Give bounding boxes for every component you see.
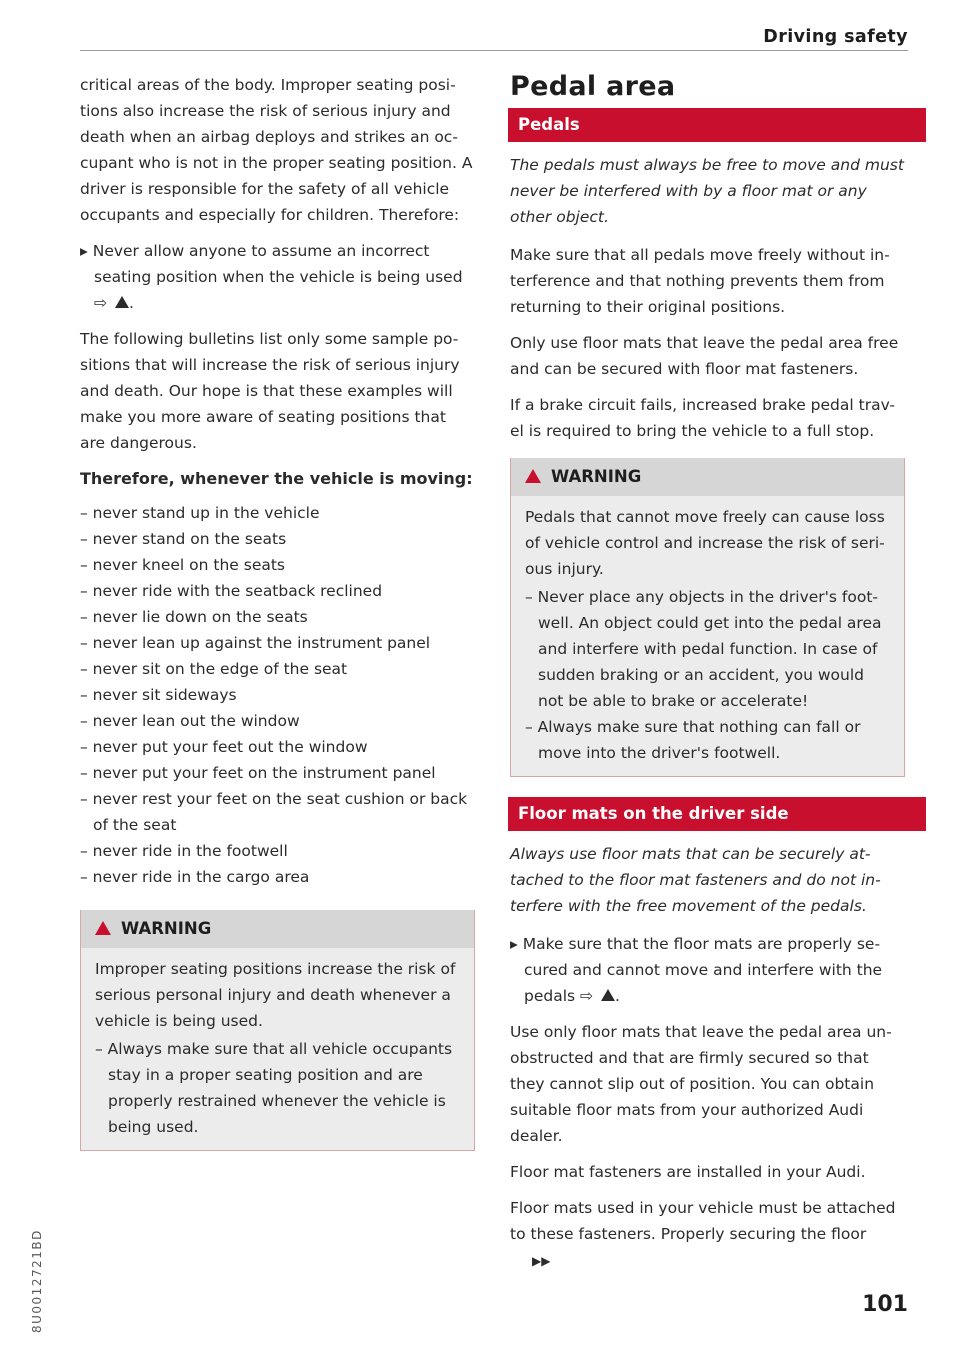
header-rule [80,50,908,51]
warning-text: Pedals that cannot move freely can cause loss of vehicle control and increase the risk of seri-ous injury. [525,508,885,578]
floor-mats-paragraph-1: Use only floor mats that leave the pedal area un-obstructed and that are firmly secured so that they cannot slip out of position. You can obtain suitable floor mats from your authorized Audi dealer. [510,1023,892,1145]
pedals-heading: Pedals [508,108,926,142]
warning-body [81,948,474,1150]
left-bullet-text: Never allow anyone to assume an incorrect seating position when the vehicle is being used [92,242,463,286]
warning-list [525,584,890,766]
list-item: – never sit sideways [80,686,237,704]
list-item: – never ride with the seatback reclined [80,582,383,600]
list-item: – never sit on the edge of the seat [80,660,348,678]
warning-title: WARNING [551,467,642,486]
list-item: – never stand up in the vehicle [80,504,320,522]
list-item: – never put your feet on the instrument panel [80,764,436,782]
warning-list-item: – Always make sure that nothing can fall or move into the driver's footwell. [525,718,861,762]
never-list [80,500,475,890]
pedals-paragraph-1: Make sure that all pedals move freely without in-terference and that nothing prevents them from returning to their original positions. [510,246,890,316]
left-paragraph-1: critical areas of the body. Improper seating posi-tions also increase the risk of serious injury and death when an airbag deploys and strikes an oc-cupant who is not in the proper seating position. A driver is responsible for the safety of all vehicle occupants and especially for children. Therefore: [80,76,473,224]
section-header: Driving safety [763,27,908,47]
moving-subheading: Therefore, whenever the vehicle is moving: [80,469,473,488]
list-item: – never lean out the window [80,712,300,730]
list-item: – never ride in the cargo area [80,868,310,886]
warning-reference-icon[interactable] [601,989,615,1001]
list-item: – never ride in the footwell [80,842,288,860]
warning-heading [511,458,904,496]
continue-arrow-icon[interactable]: ▶▶ [532,1254,551,1268]
list-item: – never lean up against the instrument panel [80,634,431,652]
floor-mats-intro: Always use floor mats that can be securely at-tached to the floor mat fasteners and do not in-terfere with the free movement of the pedals. [510,845,881,915]
warning-text: Improper seating positions increase the risk of serious personal injury and death whenever a vehicle is being used. [95,960,456,1030]
reference-arrow-icon: ⇨ [580,987,594,1005]
left-column [80,72,475,1151]
warning-list [95,1036,460,1140]
warning-reference-icon[interactable] [115,296,129,308]
list-item: – never stand on the seats [80,530,287,548]
list-item: – never rest your feet on the seat cushion or back of the seat [80,790,468,834]
warning-heading [81,910,474,948]
warning-title: WARNING [121,919,212,938]
right-column [510,72,905,1284]
pedals-paragraph-2: Only use floor mats that leave the pedal area free and can be secured with floor mat fasteners. [510,334,899,378]
document-code: 8U0012721BD [30,1229,44,1333]
seating-warning-box [80,910,475,1151]
list-item: – never lie down on the seats [80,608,308,626]
pedals-paragraph-3: If a brake circuit fails, increased brake pedal trav-el is required to bring the vehicle to a full stop. [510,396,895,440]
warning-list-item: – Never place any objects in the driver's foot-well. An object could get into the pedal area and interfere with pedal function. In case of sudden braking or an accident, you would not be able to brake or accelerate! [525,588,882,710]
list-item: – never kneel on the seats [80,556,286,574]
page-title: Pedal area [510,71,676,102]
bullet-arrow-icon: ▸ [80,242,93,260]
left-paragraph-2: The following bulletins list only some sample po-sitions that will increase the risk of serious injury and death. Our hope is that these examples will make you more aware of seating positions that are dangerous. [80,330,460,452]
pedals-intro: The pedals must always be free to move and must never be interfered with by a floor mat or any other object. [510,156,904,226]
warning-triangle-icon [95,921,111,935]
floor-mats-paragraph-3 [510,1195,905,1274]
warning-body [511,496,904,776]
left-bullet: ▸ Never allow anyone to assume an incorrect seating position when the vehicle is being used ⇨ . [80,242,463,312]
floor-mats-paragraph-3-text: Floor mats used in your vehicle must be attached to these fasteners. Properly securing the floor [510,1199,896,1243]
bullet-arrow-icon: ▸ [510,935,523,953]
floor-mats-bullet-text: Make sure that the floor mats are properly se-cured and cannot move and interfere with the pedals [522,935,883,1005]
warning-list-item: – Always make sure that all vehicle occupants stay in a proper seating position and are properly restrained whenever the vehicle is being used. [95,1040,453,1136]
warning-triangle-icon [525,469,541,483]
floor-mats-heading: Floor mats on the driver side [508,797,926,831]
page-number: 101 [862,1292,908,1317]
floor-mats-bullet: ▸ Make sure that the floor mats are properly se-cured and cannot move and interfere with the pedals ⇨ . [510,935,883,1005]
floor-mats-paragraph-2: Floor mat fasteners are installed in your Audi. [510,1163,866,1181]
list-item: – never put your feet out the window [80,738,368,756]
pedals-warning-box [510,458,905,777]
reference-arrow-icon: ⇨ [94,294,107,312]
